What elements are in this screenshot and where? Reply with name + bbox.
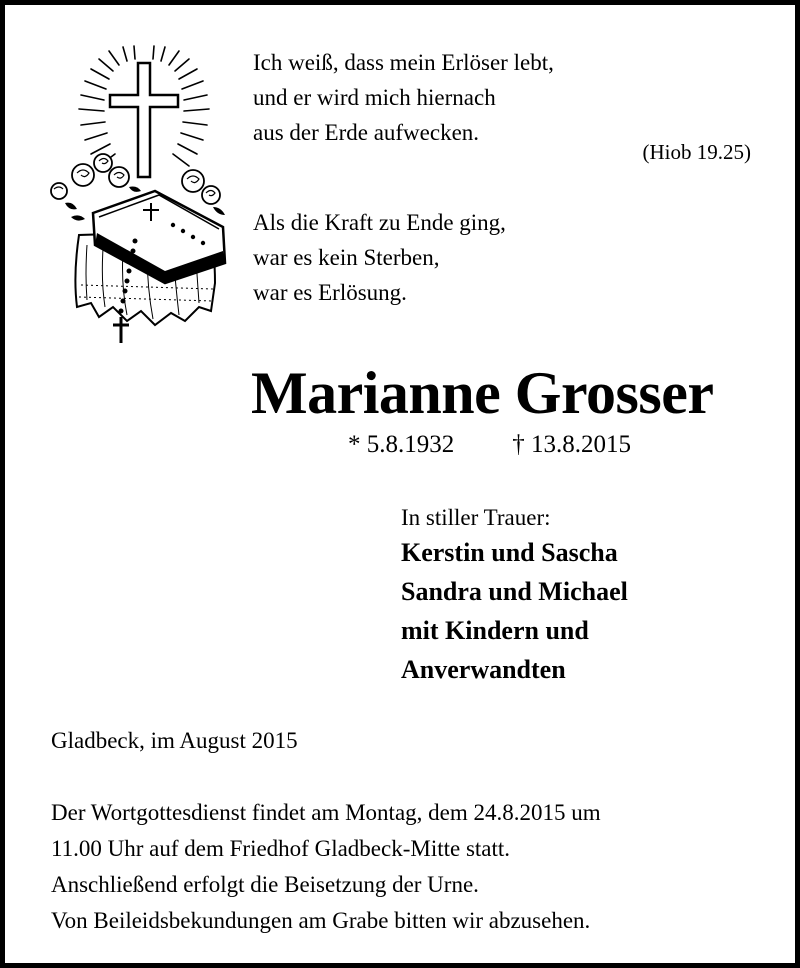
verse-citation: (Hiob 19.25) bbox=[642, 140, 751, 164]
service-line: Der Wortgottesdienst findet am Montag, dem 24.8.2015 um bbox=[51, 800, 601, 825]
verse-line: und er wird mich hiernach bbox=[253, 85, 496, 110]
mourners-block bbox=[401, 503, 628, 689]
memorial-verse bbox=[253, 205, 506, 310]
mourner-name: Sandra und Michael bbox=[401, 577, 628, 606]
mourner-name: mit Kindern und bbox=[401, 616, 589, 645]
verse-line: war es kein Sterben, bbox=[253, 245, 440, 270]
mourner-name: Anverwandten bbox=[401, 655, 566, 684]
birth-date: * 5.8.1932 bbox=[348, 431, 455, 458]
service-info bbox=[51, 795, 601, 939]
life-dates bbox=[348, 431, 631, 459]
mourners-intro: In stiller Trauer: bbox=[401, 505, 551, 530]
verse-line: Als die Kraft zu Ende ging, bbox=[253, 210, 506, 235]
verse-line: aus der Erde aufwecken. bbox=[253, 120, 480, 145]
service-line: Von Beileidsbekundungen am Grabe bitten wir abzusehen. bbox=[51, 908, 591, 933]
verse-line: Ich weiß, dass mein Erlöser lebt, bbox=[253, 50, 554, 75]
service-line: Anschließend erfolgt die Beisetzung der Urne. bbox=[51, 872, 479, 897]
service-line: 11.00 Uhr auf dem Friedhof Gladbeck-Mitte statt. bbox=[51, 836, 511, 861]
verse-line: war es Erlösung. bbox=[253, 280, 407, 305]
cross-bible-roses-icon bbox=[43, 45, 233, 350]
mourner-name: Kerstin und Sascha bbox=[401, 538, 618, 567]
location-date: Gladbeck, im August 2015 bbox=[51, 728, 298, 753]
death-date: † 13.8.2015 bbox=[512, 431, 631, 458]
deceased-name: Marianne Grosser bbox=[251, 360, 714, 426]
bible-verse bbox=[253, 45, 554, 150]
